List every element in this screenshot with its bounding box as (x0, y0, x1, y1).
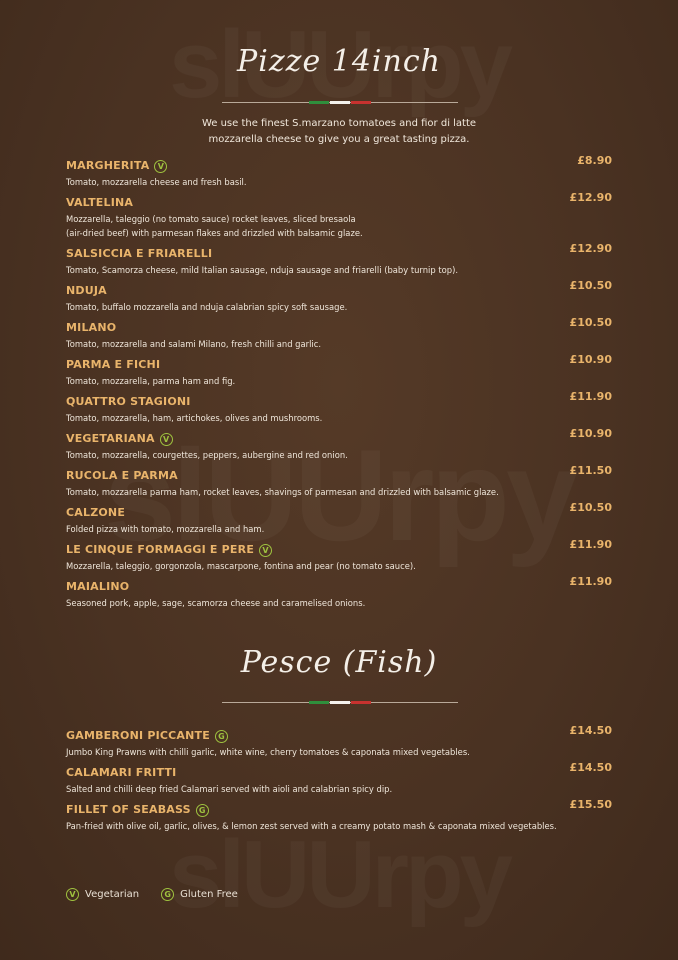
menu-item-name: FILLET OF SEABASS (66, 803, 191, 816)
menu-item-name-row (66, 580, 129, 594)
menu-item-price: £11.90 (569, 575, 612, 588)
menu-item-name-row (66, 358, 160, 372)
menu-item (66, 154, 612, 189)
menu-item-price: £10.90 (569, 353, 612, 366)
menu-item-price: £11.90 (569, 538, 612, 551)
vegetarian-label: Vegetarian (85, 889, 140, 900)
menu-item-price: £10.90 (569, 427, 612, 440)
menu-item-name-row (66, 284, 107, 298)
menu-item (66, 575, 612, 610)
menu-item-description: Tomato, mozzarella, courgettes, peppers, aubergine and red onion. (66, 450, 348, 460)
menu-item (66, 798, 612, 833)
menu-item-price: £11.90 (569, 390, 612, 403)
menu-item-name: CALAMARI FRITTI (66, 766, 177, 779)
menu-item-description: Mozzarella, taleggio, gorgonzola, mascarpone, fontina and pear (no tomato sauce). (66, 561, 416, 571)
menu-item (66, 427, 612, 462)
menu-item-description: Tomato, mozzarella and salami Milano, fresh chilli and garlic. (66, 339, 321, 349)
menu-item-name: MAIALINO (66, 580, 130, 593)
menu-item-description: Jumbo King Prawns with chilli garlic, white wine, cherry tomatoes & caponata mixed vegetables. (66, 747, 470, 757)
menu-item-name: GAMBERONI PICCANTE (66, 729, 210, 742)
menu-item-price: £8.90 (577, 154, 612, 167)
menu-item-name: SALSICCIA E FRIARELLI (66, 247, 213, 260)
vegetarian-icon: V (154, 160, 167, 173)
menu-item-description: Tomato, mozzarella, ham, artichokes, olives and mushrooms. (66, 413, 323, 423)
menu-item-name: MILANO (66, 321, 117, 334)
menu-item (66, 191, 612, 240)
menu-item-price: £14.50 (569, 724, 612, 737)
menu-item-price: £15.50 (569, 798, 612, 811)
watermark-bottom (0, 820, 678, 930)
menu-item-name-row (66, 766, 176, 780)
menu-item-price: £10.50 (569, 316, 612, 329)
menu-item (66, 316, 612, 351)
dietary-legend (66, 888, 238, 901)
menu-item-description: Salted and chilli deep fried Calamari served with aioli and calabrian spicy dip. (66, 784, 393, 794)
menu-item (66, 501, 612, 536)
pizza-divider (222, 102, 458, 103)
menu-item-description: Tomato, buffalo mozzarella and nduja calabrian spicy soft sausage. (66, 302, 348, 312)
menu-item-name: QUATTRO STAGIONI (66, 395, 191, 408)
menu-item (66, 279, 612, 314)
menu-item-name-row (66, 729, 228, 743)
menu-item-name: RUCOLA E PARMA (66, 469, 178, 482)
menu-item (66, 242, 612, 277)
menu-item-price: £14.50 (569, 761, 612, 774)
menu-item-name-row (66, 395, 191, 409)
menu-item-description: Mozzarella, taleggio (no tomato sauce) rocket leaves, sliced bresaola (66, 214, 356, 224)
menu-item (66, 538, 612, 573)
menu-item-name-row (66, 469, 178, 483)
menu-item-description: Folded pizza with tomato, mozzarella and ham. (66, 524, 265, 534)
vegetarian-icon: V (259, 544, 272, 557)
pizza-intro-line-1: We use the finest S.marzano tomatoes and fior di latte (201, 118, 477, 129)
menu-item-name-row (66, 196, 133, 210)
menu-item-name-row (66, 506, 125, 520)
gluten-free-icon: G (161, 888, 174, 901)
menu-item (66, 353, 612, 388)
menu-item (66, 464, 612, 499)
menu-item-price: £10.50 (569, 279, 612, 292)
vegetarian-icon: V (160, 433, 173, 446)
fish-section-title: Pesce (Fish) (240, 645, 438, 680)
fish-divider (222, 702, 458, 703)
pizza-intro-line-2: mozzarella cheese to give you a great tasting pizza. (208, 134, 470, 145)
menu-item-description: (air-dried beef) with parmesan flakes and drizzled with balsamic glaze. (66, 228, 363, 238)
menu-item-name: LE CINQUE FORMAGGI E PERE (66, 543, 255, 556)
menu-item-description: Seasoned pork, apple, sage, scamorza cheese and caramelised onions. (66, 598, 366, 608)
menu-item-name-row (66, 803, 209, 817)
menu-item-name-row (66, 321, 116, 335)
gluten-free-label: Gluten Free (180, 889, 238, 900)
menu-item-description: Tomato, mozzarella cheese and fresh basil. (66, 177, 247, 187)
menu-item-price: £10.50 (569, 501, 612, 514)
menu-item-description: Tomato, mozzarella, parma ham and fig. (66, 376, 236, 386)
gluten-free-icon: G (215, 730, 228, 743)
vegetarian-icon: V (66, 888, 79, 901)
menu-item (66, 390, 612, 425)
menu-item-price: £11.50 (569, 464, 612, 477)
menu-item-description: Tomato, Scamorza cheese, mild Italian sausage, nduja sausage and friarelli (baby turnip top). (66, 265, 458, 275)
gluten-free-icon: G (196, 804, 209, 817)
menu-item-name: PARMA E FICHI (66, 358, 161, 371)
pizza-intro (0, 116, 678, 148)
menu-item-name-row (66, 159, 167, 173)
menu-item-description: Pan-fried with olive oil, garlic, olives, & lemon zest served with a creamy potato mash & caponata mixed vegetables. (66, 821, 557, 831)
menu-item-name: CALZONE (66, 506, 126, 519)
menu-item-name-row (66, 247, 212, 261)
menu-item-name-row (66, 432, 173, 446)
menu-item-name-row (66, 543, 272, 557)
menu-item-name: VALTELINA (66, 196, 134, 209)
menu-item-description: Tomato, mozzarella parma ham, rocket leaves, shavings of parmesan and drizzled with balsamic glaze. (66, 487, 499, 497)
menu-item-name: VEGETARIANA (66, 432, 155, 445)
menu-item (66, 761, 612, 796)
menu-item (66, 724, 612, 759)
menu-item-price: £12.90 (569, 191, 612, 204)
menu-item-name: NDUJA (66, 284, 107, 297)
menu-item-price: £12.90 (569, 242, 612, 255)
pizza-section-title: Pizze 14inch (237, 44, 441, 79)
menu-item-name: MARGHERITA (66, 159, 150, 172)
